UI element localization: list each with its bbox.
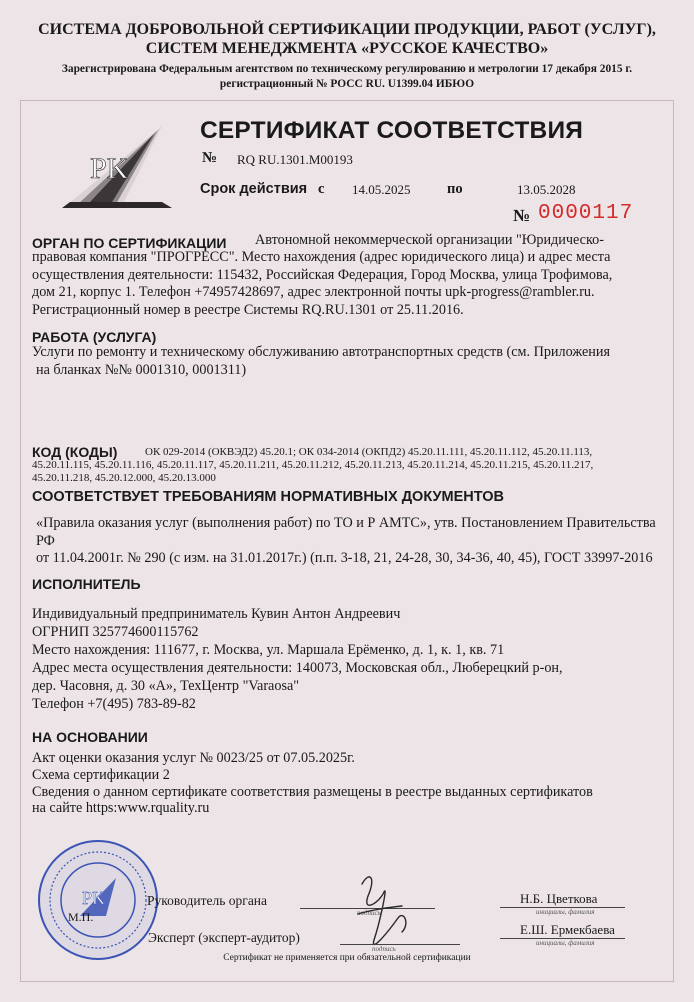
codes-line1: ОК 029-2014 (ОКВЭД2) 45.20.1; ОК 034-2014 (ОКПД2) 45.20.11.111, 45.20.11.112, 45.20.11.113,: [145, 446, 593, 458]
registration-line2: регистрационный № РОСС RU. U1399.04 ИБЮО: [219, 78, 475, 90]
basis-line1: Акт оценки оказания услуг № 0023/25 от 07.05.2025г.: [32, 750, 355, 766]
expert-signature-line: [340, 944, 460, 945]
basis-line3: Сведения о данном сертификате соответствия размещены в реестре выданных сертификатов: [32, 783, 593, 800]
expert-name: Е.Ш. Ермекбаева: [520, 922, 615, 937]
executor-line4: Адрес места осуществления деятельности: 140073, Московская обл., Люберецкий р-он,: [32, 660, 563, 676]
expert-label: Эксперт (эксперт-аудитор): [148, 930, 300, 945]
pk-logo-icon: [58, 120, 176, 210]
system-title-line1: СИСТЕМА ДОБРОВОЛЬНОЙ СЕРТИФИКАЦИИ ПРОДУКЦИИ, РАБОТ (УСЛУГ),: [38, 21, 656, 38]
serial-label: №: [513, 206, 531, 225]
codes-body: [32, 459, 677, 484]
system-title: [0, 20, 694, 58]
codes-line2: 45.20.11.115, 45.20.11.116, 45.20.11.117, 45.20.11.211, 45.20.11.212, 45.20.11.213, 45.20.11.214, 45.20.11.215, 45.20.11.217,: [32, 459, 594, 471]
work-line1: Услуги по ремонту и техническому обслуживанию автотранспортных средств (см. Приложения: [32, 344, 610, 360]
codes-line3: 45.20.11.218, 45.20.12.000, 45.20.13.000: [32, 471, 216, 484]
logo-text: PK: [90, 152, 129, 185]
svg-text:PK: PK: [82, 888, 106, 908]
registration-info: [0, 62, 694, 92]
conforms-label: СООТВЕТСТВУЕТ ТРЕБОВАНИЯМ НОРМАТИВНЫХ ДОКУМЕНТОВ: [32, 489, 505, 505]
system-title-line2: СИСТЕМ МЕНЕДЖМЕНТА «РУССКОЕ КАЧЕСТВО»: [145, 40, 549, 57]
basis-line4: на сайте https:www.rquality.ru: [32, 800, 210, 817]
organ-line4: дом 21, корпус 1. Телефон +74957428697, адрес электронной почты upk-progress@rambler.ru.: [32, 284, 595, 301]
validity-to-label: по: [447, 181, 463, 197]
organ-line3: осуществления деятельности: 115432, Российская Федерация, Город Москва, улица Трофимова,: [32, 266, 613, 283]
executor-line1: Индивидуальный предприниматель Кувин Антон Андреевич: [32, 606, 401, 622]
validity-label: Срок действия: [200, 181, 308, 197]
executor-line3: Место нахождения: 111677, г. Москва, ул. Маршала Ерёменко, д. 1, к. 1, кв. 71: [32, 642, 505, 658]
serial-number: 0000117: [538, 202, 634, 225]
footer-note: Сертификат не применяется при обязательной сертификации: [223, 953, 471, 963]
basis-label: НА ОСНОВАНИИ: [32, 729, 148, 745]
head-label: Руководитель органа: [147, 893, 268, 908]
work-body: [32, 344, 672, 379]
basis-body: [32, 750, 672, 817]
executor-line5: дер. Часовня, д. 30 «А», ТехЦентр "Varaosa": [32, 678, 300, 694]
organ-line5: Регистрационный номер в реестре Системы RQ.RU.1301 от 25.11.2016.: [32, 301, 464, 318]
number-label: №: [202, 150, 218, 166]
head-name: Н.Б. Цветкова: [520, 891, 598, 906]
organ-body: [32, 249, 672, 319]
organ-line1: Автономной некоммерческой организации "Юридическо-: [255, 232, 604, 248]
work-line2: на бланках №№ 0001310, 0001311): [36, 361, 247, 378]
certificate-title: СЕРТИФИКАТ СООТВЕТСТВИЯ: [200, 117, 584, 144]
organ-line2: правовая компания "ПРОГРЕСС". Место нахождения (адрес юридического лица) и адрес места: [32, 249, 611, 265]
certificate-number: RQ RU.1301.M00193: [237, 152, 353, 167]
stamp-seal-icon: [36, 838, 160, 962]
validity-to-date: 13.05.2028: [517, 182, 576, 197]
codes-label: КОД (КОДЫ): [32, 444, 118, 460]
validity-from-label: с: [318, 181, 325, 197]
basis-line2: Схема сертификации 2: [32, 766, 170, 783]
executor-label: ИСПОЛНИТЕЛЬ: [32, 576, 141, 592]
expert-signature-caption: подпись: [372, 945, 396, 953]
executor-line6: Телефон +7(495) 783-89-82: [32, 696, 196, 712]
work-label: РАБОТА (УСЛУГА): [32, 329, 157, 345]
validity-from-date: 14.05.2025: [352, 182, 411, 197]
head-name-caption: инициалы, фамилия: [536, 908, 595, 916]
executor-line2: ОГРНИП 325774600115762: [32, 624, 199, 640]
expert-name-caption: инициалы, фамилия: [536, 939, 595, 947]
conforms-line1: «Правила оказания услуг (выполнения работ) по ТО и Р АМТС», утв. Постановлением Правительства РФ: [36, 515, 656, 549]
head-signature-caption: подпись: [357, 909, 381, 917]
executor-body: [32, 605, 672, 713]
conforms-line2: от 11.04.2001г. № 290 (с изм. на 31.01.2017г.) (п.п. 3-18, 21, 24-28, 30, 34-36, 40, 45), ГОСТ 33997-2016: [36, 550, 653, 567]
organ-label: ОРГАН ПО СЕРТИФИКАЦИИ: [32, 235, 227, 251]
registration-line1: Зарегистрирована Федеральным агентством по техническому регулированию и метрологии 17 декабря 2015 г.: [61, 63, 633, 75]
mp-label: М.П.: [68, 910, 94, 924]
conforms-body: [36, 515, 676, 568]
